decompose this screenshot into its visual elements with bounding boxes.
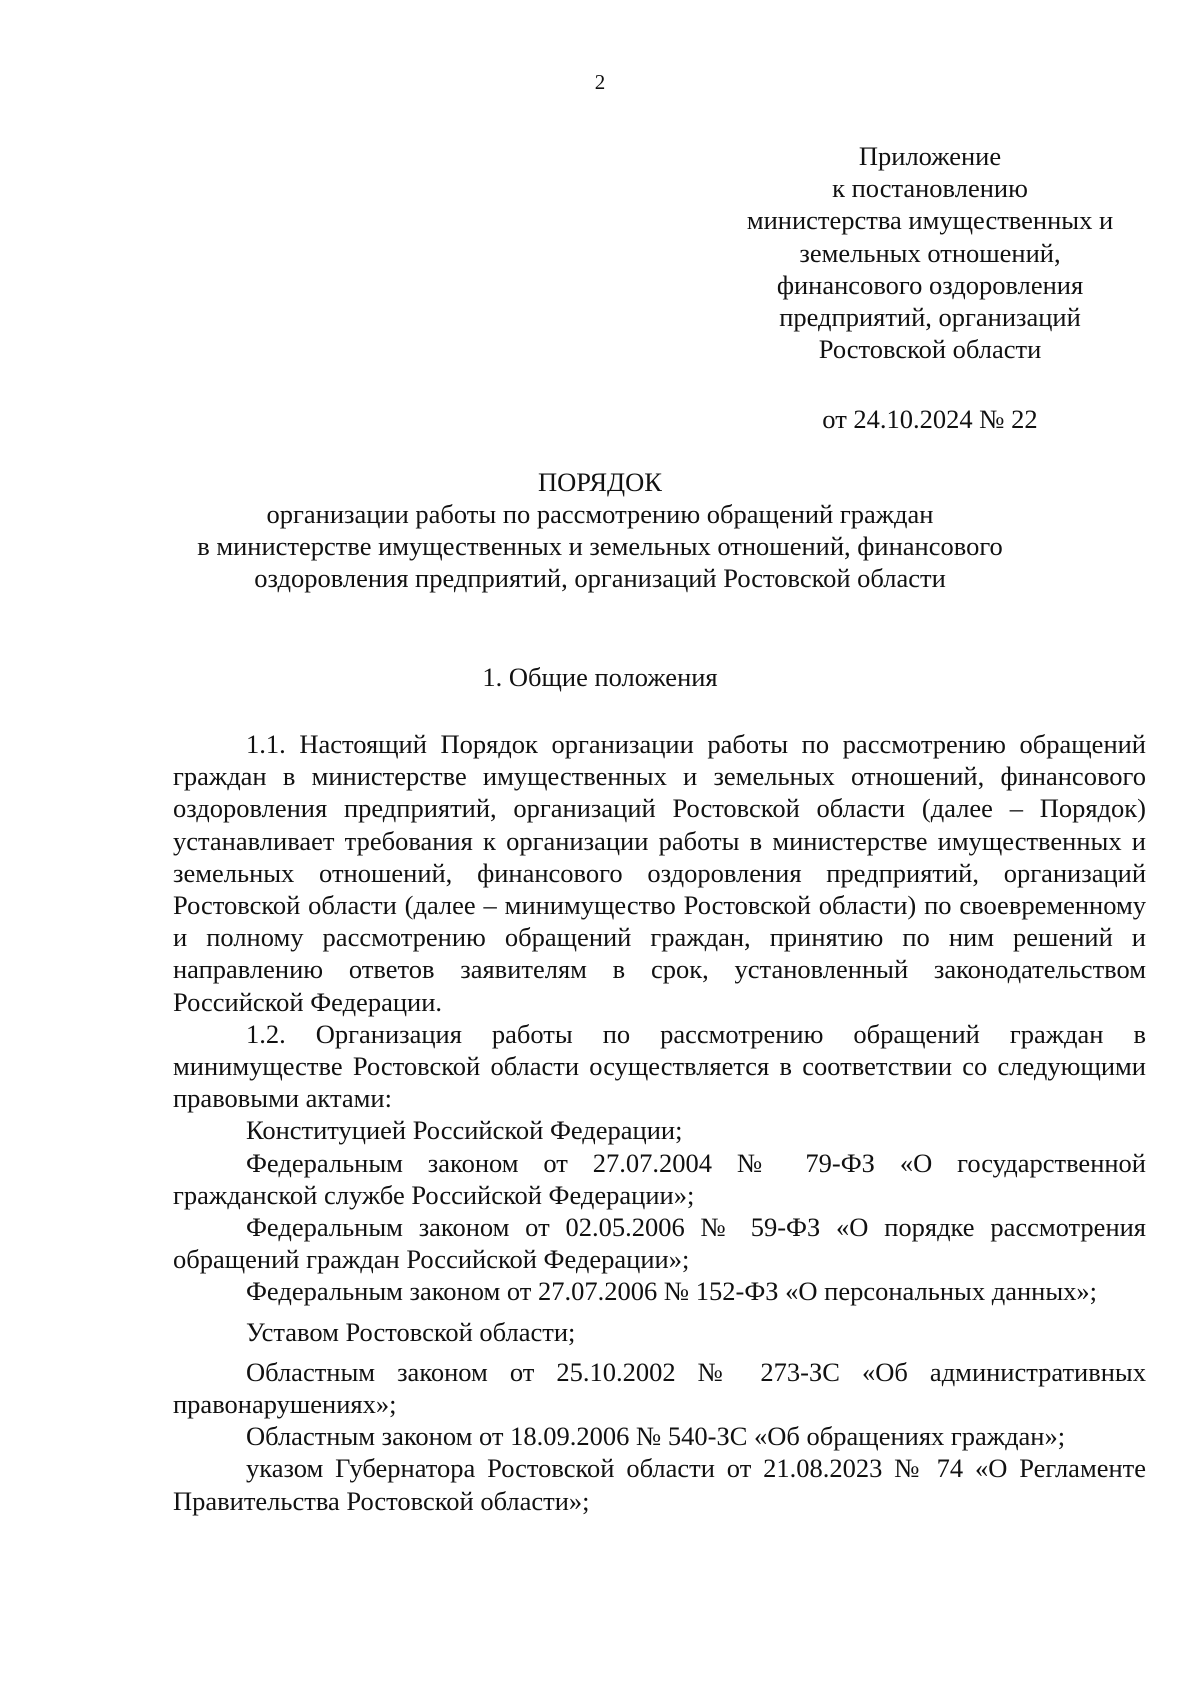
annex-line: к постановлению — [832, 173, 1028, 204]
annex-line: финансового оздоровления — [776, 269, 1084, 300]
title-line: организации работы по рассмотрению обращений граждан — [266, 499, 934, 529]
title-line: оздоровления предприятий, организаций Ростовской области — [254, 563, 946, 593]
section-heading: 1. Общие положения — [482, 662, 718, 692]
annex-line: Ростовской области — [818, 334, 1042, 365]
paragraph: Областным законом от 25.10.2002 № 273-ЗС «Об административных правонарушениях»; — [173, 1356, 1146, 1420]
annex-line: предприятий, организаций — [779, 302, 1081, 333]
paragraph: Федеральным законом от 27.07.2006 № 152-ФЗ «О персональных данных»; — [246, 1276, 1098, 1307]
paragraph: Федеральным законом от 27.07.2004 № 79-ФЗ «О государственной гражданской службе Российской Федерации»; — [173, 1147, 1146, 1210]
paragraph: Областным законом от 18.09.2006 № 540-ЗС «Об обращениях граждан»; — [246, 1421, 1066, 1452]
paragraph: Уставом Ростовской области; — [246, 1316, 576, 1347]
annex-block — [700, 140, 1160, 365]
paragraph: Конституцией Российской Федерации; — [246, 1115, 683, 1146]
title-line: в министерстве имущественных и земельных отношений, финансового — [197, 531, 1003, 561]
paragraph: указом Губернатора Ростовской области от 21.08.2023 № 74 «О Регламенте Правительства Ростовской области»; — [173, 1453, 1146, 1516]
page-number: 2 — [594, 70, 606, 94]
annex-line: земельных отношений, — [799, 237, 1061, 268]
annex-line: Приложение — [858, 141, 1002, 171]
annex-date-number: от 24.10.2024 № 22 — [822, 404, 1038, 434]
annex-line: министерства имущественных и — [746, 205, 1114, 236]
document-title — [0, 466, 1200, 594]
section-body — [173, 728, 1146, 1517]
paragraph: Федеральным законом от 02.05.2006 № 59-ФЗ «О порядке рассмотрения обращений граждан Российской Федерации»; — [173, 1212, 1146, 1275]
paragraph: 1.1. Настоящий Порядок организации работы по рассмотрению обращений граждан в министерстве имущественных и земельных отношений, финансового оздоровления предприятий, организаций Ростовской области (далее – Порядок) устанавливает требования к организации работы в министерстве имущественных и земельных отношений, финансового оздоровления предприятий, организаций Ростовской области (далее – минимущество Ростовской области) по своевременному и полному рассмотрению обращений граждан, принятию по ним решений и направлению ответов заявителям в срок, установленный законодательством Российской Федерации. — [173, 729, 1146, 1017]
paragraph: 1.2. Организация работы по рассмотрению обращений граждан в минимуществе Ростовской области осуществляется в соответствии со следующими правовыми актами: — [173, 1018, 1146, 1114]
title-heading: ПОРЯДОК — [538, 467, 662, 497]
